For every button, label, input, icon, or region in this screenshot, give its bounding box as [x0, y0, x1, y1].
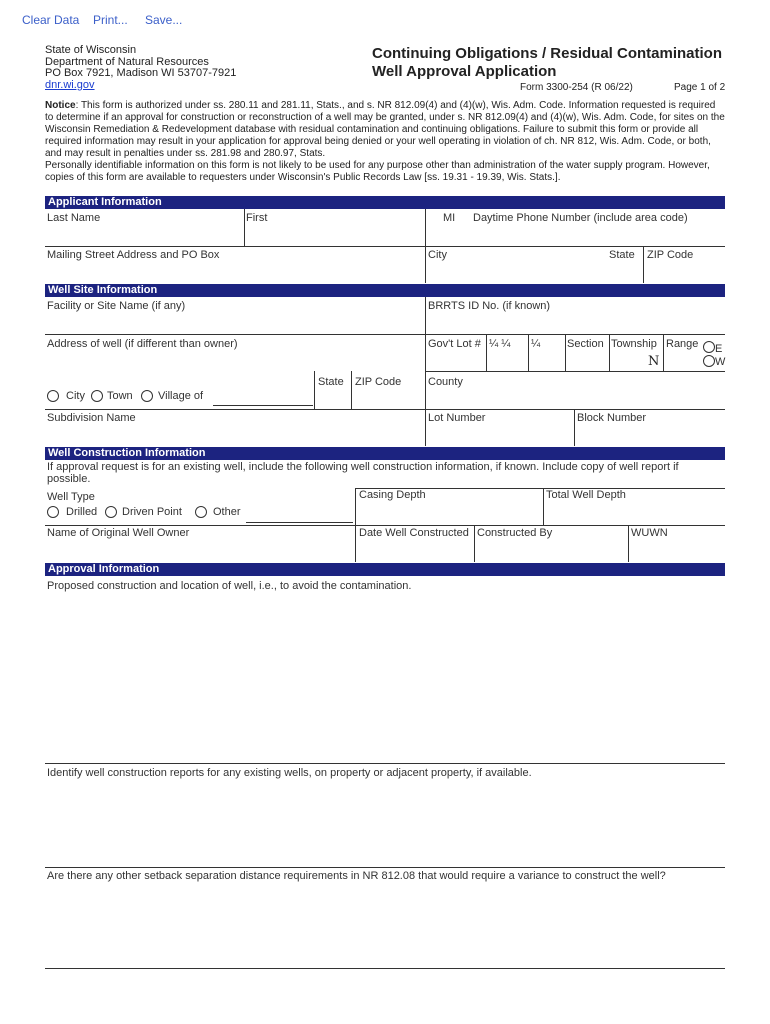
first-name-field[interactable] — [246, 226, 423, 244]
agency-line: State of Wisconsin — [45, 44, 137, 56]
other-label: Other — [213, 506, 241, 518]
brrts-label: BRRTS ID No. (if known) — [428, 300, 551, 312]
town-radio[interactable] — [91, 390, 103, 402]
city-radio[interactable] — [47, 390, 59, 402]
notice — [45, 100, 725, 184]
site-zip-field[interactable] — [353, 390, 423, 408]
well-type-label: Well Type — [47, 491, 95, 503]
section-label: Section — [567, 338, 604, 350]
original-owner-field[interactable] — [46, 542, 353, 560]
facility-field[interactable] — [46, 316, 423, 334]
lot-number-field[interactable] — [427, 427, 572, 445]
row-line — [45, 867, 725, 868]
proposed-construction-field[interactable] — [46, 596, 725, 762]
municipality-name-field[interactable] — [213, 388, 313, 404]
other-type-field[interactable] — [246, 505, 353, 521]
privacy-text: Personally identifiable information on this form is not likely to be used for any purpose other than administration of the water supply program. However, copies of this form are available to requesters under Wisconsin's Public Records Law [ss. 19.31 - 19.39, Wis. Stats.]. — [45, 160, 710, 183]
zip-field[interactable] — [645, 263, 725, 281]
divider — [474, 525, 475, 562]
form-title-line-2: Well Approval Application — [372, 63, 557, 80]
other-line — [246, 522, 353, 523]
row-line — [425, 371, 725, 372]
divider — [543, 488, 544, 525]
section-applicant: Applicant Information — [45, 196, 725, 209]
proposed-construction-label: Proposed construction and location of well, i.e., to avoid the contamination. — [47, 580, 412, 592]
mailing-address-field[interactable] — [46, 263, 423, 281]
divider — [663, 334, 664, 371]
drilled-radio[interactable] — [47, 506, 59, 518]
notice-text: : This form is authorized under ss. 280.11 and 281.11, Stats., and s. NR 812.09(4) and (4)(w), Wis. Adm. Code. Information requested is required to determine if an approval for construction or reconstruction of a well may be granted, under s. NR 812.09(4) and (4)(w), Wis. Adm. Code, for sites on the Wisconsin Remediation & Redevelopment database with residual contamination and continuing obligations. Failure to submit this form or provide all required information may result in your application for approval being denied or your well operating in violation of ch. NR 812, Wis. Adm. Code, or both, and may result in penalties under ss. 281.98 and 280.97, Stats. — [45, 100, 725, 159]
lot-number-label: Lot Number — [428, 412, 486, 424]
zip-label: ZIP Code — [647, 249, 694, 261]
phone-label: Daytime Phone Number (include area code) — [473, 212, 688, 224]
site-state-label: State — [318, 376, 344, 388]
section-approval: Approval Information — [45, 563, 725, 576]
divider — [643, 246, 644, 283]
quarter-quarter-label: ¼ ¼ — [489, 338, 511, 350]
wuwn-label: WUWN — [631, 527, 668, 539]
first-name-label: First — [246, 212, 268, 224]
row-line — [45, 968, 725, 969]
divider — [486, 334, 487, 371]
section-well-site: Well Site Information — [45, 284, 725, 297]
town-option-label: Town — [107, 390, 133, 402]
mi-field[interactable] — [427, 226, 467, 244]
mailing-address-label: Mailing Street Address and PO Box — [47, 249, 220, 261]
clear-data-button[interactable]: Clear Data — [22, 13, 80, 27]
city-field[interactable] — [427, 263, 602, 281]
wuwn-field[interactable] — [630, 542, 725, 560]
save-button[interactable]: Save... — [145, 13, 183, 27]
divider — [351, 371, 352, 409]
township-label: Township — [611, 338, 657, 350]
east-label: E — [715, 343, 723, 355]
date-constructed-field[interactable] — [357, 542, 472, 560]
last-name-field[interactable] — [46, 226, 242, 244]
drilled-label: Drilled — [66, 506, 98, 518]
driven-point-radio[interactable] — [105, 506, 117, 518]
identify-reports-field[interactable] — [46, 782, 725, 866]
row-line — [45, 409, 725, 410]
divider — [609, 334, 610, 371]
print-button[interactable]: Print... — [93, 13, 128, 27]
casing-depth-field[interactable] — [357, 505, 541, 523]
state-field[interactable] — [605, 263, 641, 281]
divider — [574, 409, 575, 446]
facility-label: Facility or Site Name (if any) — [47, 300, 186, 312]
row-line — [45, 246, 725, 247]
section-well-construction: Well Construction Information — [45, 447, 725, 460]
form-title-line-1: Continuing Obligations / Residual Contamination — [372, 45, 722, 62]
block-number-field[interactable] — [576, 427, 725, 445]
well-address-field[interactable] — [46, 352, 423, 370]
village-option-label: Village of — [158, 390, 204, 402]
identify-reports-label: Identify well construction reports for any existing wells, on property or adjacent property, if available. — [47, 767, 532, 779]
quarter-label: ¼ — [531, 338, 541, 350]
range-west-radio[interactable] — [703, 355, 715, 367]
other-radio[interactable] — [195, 506, 207, 518]
constructed-by-label: Constructed By — [477, 527, 553, 539]
subdivision-label: Subdivision Name — [47, 412, 136, 424]
city-option-label: City — [66, 390, 85, 402]
site-zip-label: ZIP Code — [355, 376, 402, 388]
subdivision-field[interactable] — [46, 427, 423, 445]
website-link[interactable]: dnr.wi.gov — [45, 78, 95, 91]
block-number-label: Block Number — [577, 412, 647, 424]
row-line — [45, 763, 725, 764]
county-label: County — [428, 376, 463, 388]
constructed-by-field[interactable] — [476, 542, 626, 560]
west-label: W — [715, 356, 726, 368]
divider — [314, 371, 315, 409]
county-field[interactable] — [427, 390, 725, 408]
row-line — [45, 334, 725, 335]
notice-label: Notice — [45, 100, 76, 111]
total-depth-label: Total Well Depth — [546, 489, 626, 501]
row-line — [45, 525, 725, 526]
original-owner-label: Name of Original Well Owner — [47, 527, 190, 539]
setback-question-label: Are there any other setback separation distance requirements in NR 812.08 that would require a variance to construct the well? — [47, 870, 666, 882]
phone-field[interactable] — [470, 226, 725, 244]
agency-address — [45, 45, 236, 91]
page-number: Page 1 of 2 — [674, 82, 726, 93]
village-radio[interactable] — [141, 390, 153, 402]
agency-line: Department of Natural Resources — [45, 55, 209, 68]
divider — [528, 334, 529, 371]
divider — [244, 209, 245, 246]
north-label: N — [648, 354, 660, 369]
form-number: Form 3300-254 (R 06/22) — [520, 82, 633, 93]
setback-answer-field[interactable] — [46, 886, 725, 968]
driven-point-label: Driven Point — [122, 506, 182, 518]
village-name-line — [213, 405, 313, 406]
state-label: State — [609, 249, 635, 261]
agency-line: PO Box 7921, Madison WI 53707-7921 — [45, 67, 237, 79]
divider — [565, 334, 566, 371]
last-name-label: Last Name — [47, 212, 101, 224]
form-title — [372, 45, 722, 81]
site-state-field[interactable] — [316, 390, 349, 408]
casing-depth-label: Casing Depth — [359, 489, 426, 501]
total-depth-field[interactable] — [545, 505, 725, 523]
govt-lot-label: Gov't Lot # — [428, 338, 481, 350]
date-constructed-label: Date Well Constructed — [359, 527, 469, 539]
range-east-radio[interactable] — [703, 341, 715, 353]
range-label: Range — [666, 338, 699, 350]
city-label: City — [428, 249, 447, 261]
mi-label: MI — [443, 212, 456, 224]
brrts-field[interactable] — [427, 316, 725, 334]
construction-intro: If approval request is for an existing well, include the following well construction information, if known. Include copy of well report if possible. — [47, 461, 679, 485]
divider — [628, 525, 629, 562]
well-address-label: Address of well (if different than owner) — [47, 338, 238, 350]
